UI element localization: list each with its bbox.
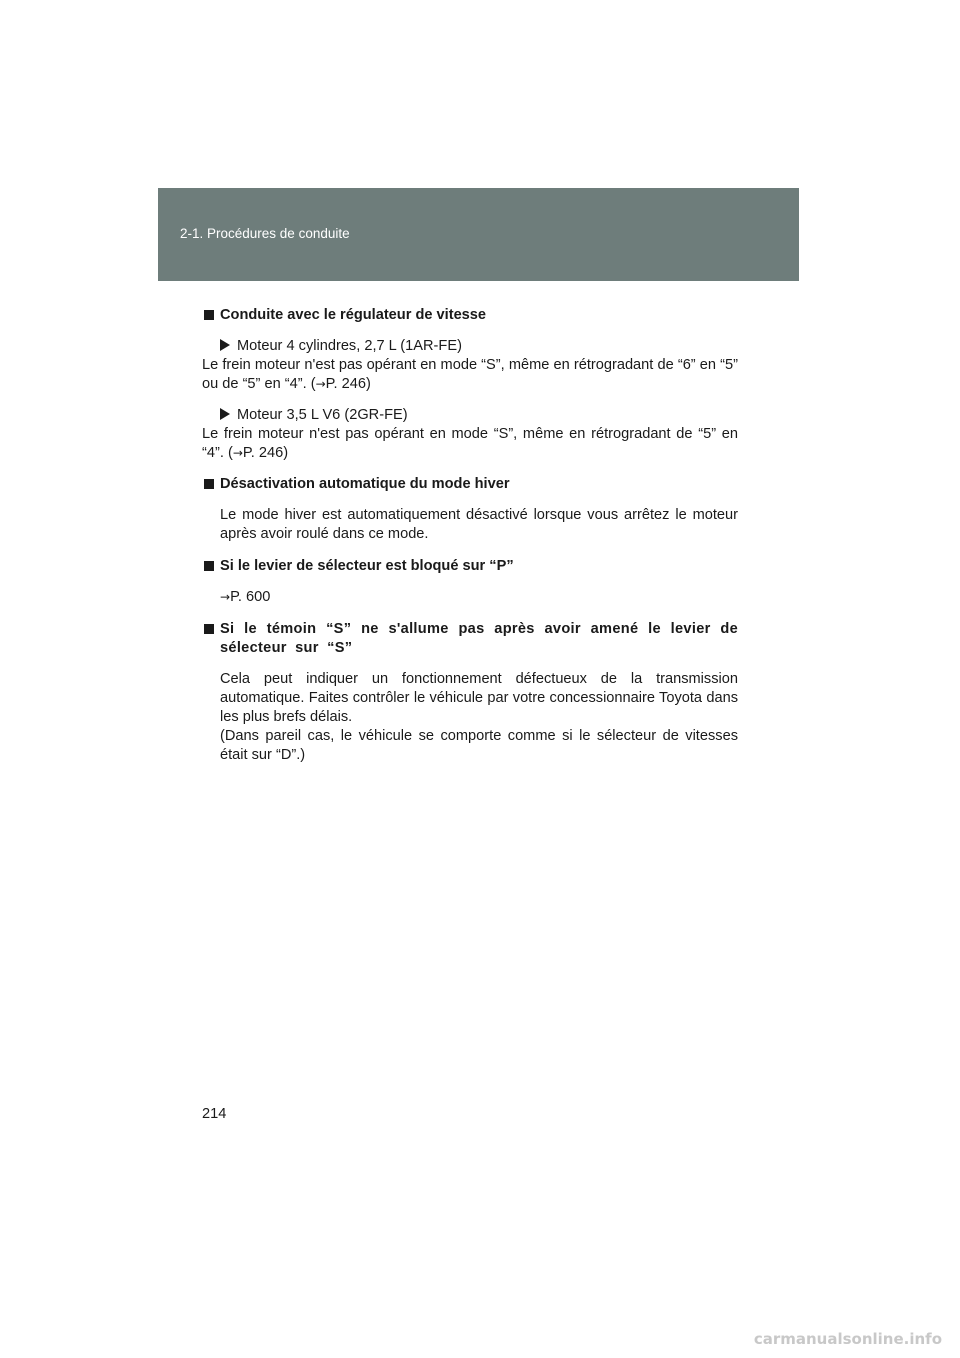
page-content	[202, 306, 738, 778]
page-reference-link[interactable]: P. 246	[325, 376, 366, 392]
engine-label	[202, 337, 738, 356]
page-number: 214	[202, 1106, 227, 1122]
square-bullet-icon	[204, 479, 214, 489]
arrow-right-icon: →	[232, 446, 243, 460]
triangle-right-icon	[220, 339, 230, 351]
engine-description: Le frein moteur n'est pas opérant en mode “S”, même en rétrogradant de “6” en “5” ou de “5” en “4”. (→P. 246)	[202, 357, 738, 392]
arrow-right-icon: →	[220, 590, 231, 604]
triangle-right-icon	[220, 408, 230, 420]
watermark-logo: carmanualsonline.info	[753, 1330, 942, 1348]
engine-description: Le frein moteur n'est pas opérant en mode “S”, même en rétrogradant de “5” en “4”. (→P. 246)	[202, 426, 738, 461]
section-heading-text: Si le témoin “S” ne s'allume pas après avoir amené le levier de sélecteur sur “S”	[220, 621, 738, 656]
section-heading	[202, 475, 738, 494]
section-heading-text: Si le levier de sélecteur est bloqué sur “P”	[220, 558, 514, 574]
page-reference-link[interactable]: P. 600	[230, 589, 271, 605]
square-bullet-icon	[204, 561, 214, 571]
chapter-header	[158, 188, 799, 281]
section-heading	[202, 306, 738, 325]
engine-label-text: Moteur 3,5 L V6 (2GR-FE)	[237, 407, 408, 423]
arrow-right-icon: →	[315, 377, 326, 391]
engine-label	[202, 406, 738, 425]
chapter-title: 2-1. Procédures de conduite	[180, 226, 350, 241]
square-bullet-icon	[204, 624, 214, 634]
engine-label-text: Moteur 4 cylindres, 2,7 L (1AR-FE)	[237, 338, 462, 354]
engine-variant	[202, 337, 738, 394]
section-body: Cela peut indiquer un fonctionnement défectueux de la transmission automatique. Faites contrôler le véhicule par votre concessionnaire Toyota dans les plus brefs délais. (Dans pareil cas, le véhicule se comporte comme si le sélecteur de vitesses était sur “D”.)	[220, 671, 738, 763]
section-heading-text: Conduite avec le régulateur de vitesse	[220, 307, 487, 323]
page-reference-link[interactable]: P. 246	[242, 445, 284, 461]
engine-variant	[202, 406, 738, 463]
section-heading	[202, 557, 738, 576]
section-body	[202, 588, 738, 607]
section-body: Le mode hiver est automatiquement désactivé lorsque vous arrêtez le moteur après avoir roulé dans ce mode.	[220, 507, 738, 542]
section-heading	[202, 620, 738, 658]
square-bullet-icon	[204, 310, 214, 320]
section-heading-text: Désactivation automatique du mode hiver	[220, 476, 510, 492]
